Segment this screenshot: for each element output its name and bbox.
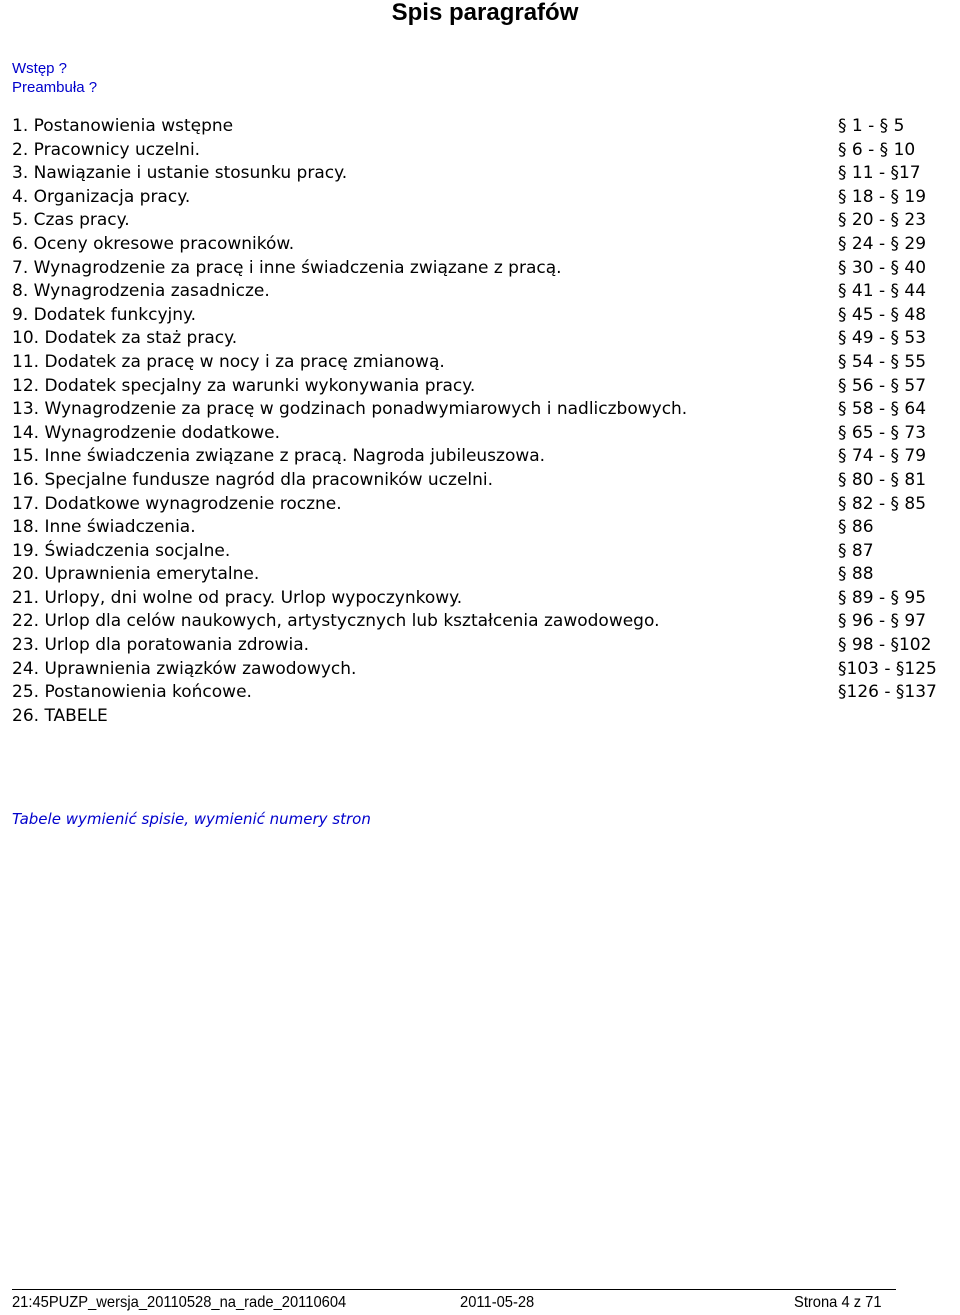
page-title: Spis paragrafów — [391, 0, 579, 26]
toc-number: 3. — [12, 163, 29, 184]
toc-row[interactable] — [12, 469, 960, 493]
footer-date: 2011-05-28 — [460, 1294, 535, 1311]
toc-row[interactable] — [12, 257, 960, 281]
toc-row[interactable] — [12, 563, 960, 587]
toc-row[interactable] — [12, 516, 960, 540]
toc-row[interactable] — [12, 209, 960, 233]
toc-section-range: § 58 - § 64 — [838, 399, 927, 420]
toc-row[interactable] — [12, 280, 960, 304]
toc-number: 8. — [12, 281, 29, 302]
toc-label: Urlopy, dni wolne od pracy. Urlop wypoczynkowy. — [44, 587, 463, 608]
toc-section-range: § 56 - § 57 — [838, 375, 927, 396]
toc-row[interactable] — [12, 445, 960, 469]
toc-number: 10. — [12, 328, 40, 349]
toc-label: Wynagrodzenia zasadnicze. — [33, 281, 270, 302]
toc-row[interactable] — [12, 139, 960, 163]
toc-label: Specjalne fundusze nagród dla pracowników uczelni. — [44, 469, 494, 490]
toc-row[interactable] — [12, 162, 960, 186]
toc-row[interactable] — [12, 705, 960, 729]
toc-label: Organizacja pracy. — [33, 186, 191, 207]
toc-label: TABELE — [44, 705, 108, 726]
footer-page-number: Strona 4 z 71 — [794, 1294, 882, 1311]
editor-note: Tabele wymienić spisie, wymienić numery stron — [12, 810, 371, 828]
toc-section-range: § 20 - § 23 — [838, 210, 927, 231]
footer-divider — [12, 1289, 896, 1290]
toc-section-range: § 96 - § 97 — [838, 611, 927, 632]
toc-number: 24. — [12, 658, 40, 679]
toc-label: Uprawnienia emerytalne. — [44, 564, 260, 585]
toc-row[interactable] — [12, 327, 960, 351]
toc-number: 20. — [12, 564, 40, 585]
toc-section-range: § 82 - § 85 — [838, 493, 927, 514]
toc-number: 1. — [12, 116, 29, 136]
intro-links — [12, 59, 97, 97]
toc-number: 19. — [12, 540, 40, 561]
toc-label: Dodatek specjalny za warunki wykonywania pracy. — [44, 375, 476, 396]
toc-section-range: § 45 - § 48 — [838, 304, 927, 325]
toc-row[interactable] — [12, 351, 960, 375]
toc-section-range: § 65 - § 73 — [838, 422, 927, 443]
toc-number: 11. — [12, 351, 40, 372]
toc-number: 22. — [12, 611, 40, 632]
toc-label: Nawiązanie i ustanie stosunku pracy. — [33, 163, 348, 184]
toc-label: Czas pracy. — [33, 210, 130, 231]
toc-section-range: § 41 - § 44 — [838, 281, 927, 302]
toc-row[interactable] — [12, 540, 960, 564]
toc-number: 2. — [12, 139, 29, 160]
toc-label: Wynagrodzenie dodatkowe. — [44, 422, 281, 443]
toc-row[interactable] — [12, 610, 960, 634]
toc-row[interactable] — [12, 375, 960, 399]
toc-section-range: § 24 - § 29 — [838, 233, 927, 254]
toc-number: 4. — [12, 186, 29, 207]
toc-number: 12. — [12, 375, 40, 396]
toc-label: Dodatkowe wynagrodzenie roczne. — [44, 493, 342, 514]
toc-row[interactable] — [12, 304, 960, 328]
toc-row[interactable] — [12, 681, 960, 705]
toc-section-range: § 74 - § 79 — [838, 446, 927, 467]
toc-number: 17. — [12, 493, 40, 514]
toc-number: 25. — [12, 682, 40, 703]
toc-section-range: § 11 - §17 — [838, 163, 921, 184]
toc-row[interactable] — [12, 115, 960, 139]
toc-section-range: § 87 — [838, 540, 874, 561]
toc-section-range: §103 - §125 — [838, 658, 937, 679]
toc-number: 26. — [12, 705, 40, 726]
footer-doc-id: 21:45PUZP_wersja_20110528_na_rade_20110604 — [12, 1294, 347, 1311]
toc-label: Oceny okresowe pracowników. — [33, 233, 295, 254]
toc-row[interactable] — [12, 658, 960, 682]
toc-number: 23. — [12, 635, 40, 656]
toc-label: Uprawnienia związków zawodowych. — [44, 658, 357, 679]
toc-label: Dodatek za pracę w nocy i za pracę zmianową. — [44, 351, 445, 372]
toc-label: Pracownicy uczelni. — [33, 139, 201, 160]
toc-number: 16. — [12, 469, 40, 490]
toc-number: 18. — [12, 517, 40, 538]
toc-label: Urlop dla celów naukowych, artystycznych lub kształcenia zawodowego. — [44, 611, 660, 632]
toc-section-range: § 86 — [838, 517, 874, 538]
toc-section-range: § 18 - § 19 — [838, 186, 927, 207]
toc-row[interactable] — [12, 493, 960, 517]
toc-number: 14. — [12, 422, 40, 443]
toc-label: Inne świadczenia związane z pracą. Nagroda jubileuszowa. — [44, 446, 546, 467]
toc-number: 13. — [12, 399, 40, 420]
toc-section-range: § 30 - § 40 — [838, 257, 927, 278]
toc-section-range: § 88 — [838, 564, 874, 585]
toc-number: 7. — [12, 257, 29, 278]
toc-row[interactable] — [12, 634, 960, 658]
toc-label: Dodatek funkcyjny. — [33, 304, 197, 325]
toc-number: 9. — [12, 304, 29, 325]
intro-link-wstep[interactable]: Wstęp ? — [12, 60, 68, 77]
toc-label: Postanowienia wstępne — [33, 116, 234, 136]
toc-label: Wynagrodzenie za pracę i inne świadczenia związane z pracą. — [33, 257, 562, 278]
toc-number: 5. — [12, 210, 29, 231]
toc-section-range: § 80 - § 81 — [838, 469, 927, 490]
toc-row[interactable] — [12, 422, 960, 446]
toc-label: Świadczenia socjalne. — [44, 540, 231, 561]
toc-section-range: § 98 - §102 — [838, 635, 932, 656]
toc-row[interactable] — [12, 233, 960, 257]
table-of-contents — [12, 115, 960, 728]
toc-number: 15. — [12, 446, 40, 467]
toc-section-range: § 89 - § 95 — [838, 587, 927, 608]
toc-row[interactable] — [12, 587, 960, 611]
toc-section-range: § 54 - § 55 — [838, 351, 927, 372]
toc-section-range: § 6 - § 10 — [838, 139, 916, 160]
toc-section-range: §126 - §137 — [838, 682, 937, 703]
toc-label: Urlop dla poratowania zdrowia. — [44, 635, 310, 656]
toc-label: Dodatek za staż pracy. — [44, 328, 238, 349]
toc-row[interactable] — [12, 186, 960, 210]
toc-number: 6. — [12, 233, 29, 254]
toc-label: Inne świadczenia. — [44, 517, 196, 538]
toc-label: Postanowienia końcowe. — [44, 682, 252, 703]
toc-label: Wynagrodzenie za pracę w godzinach ponadwymiarowych i nadliczbowych. — [44, 399, 688, 420]
toc-section-range: § 1 - § 5 — [838, 116, 905, 136]
toc-number: 21. — [12, 587, 40, 608]
intro-link-preambula[interactable]: Preambuła ? — [12, 79, 98, 96]
toc-row[interactable] — [12, 398, 960, 422]
toc-section-range: § 49 - § 53 — [838, 328, 927, 349]
